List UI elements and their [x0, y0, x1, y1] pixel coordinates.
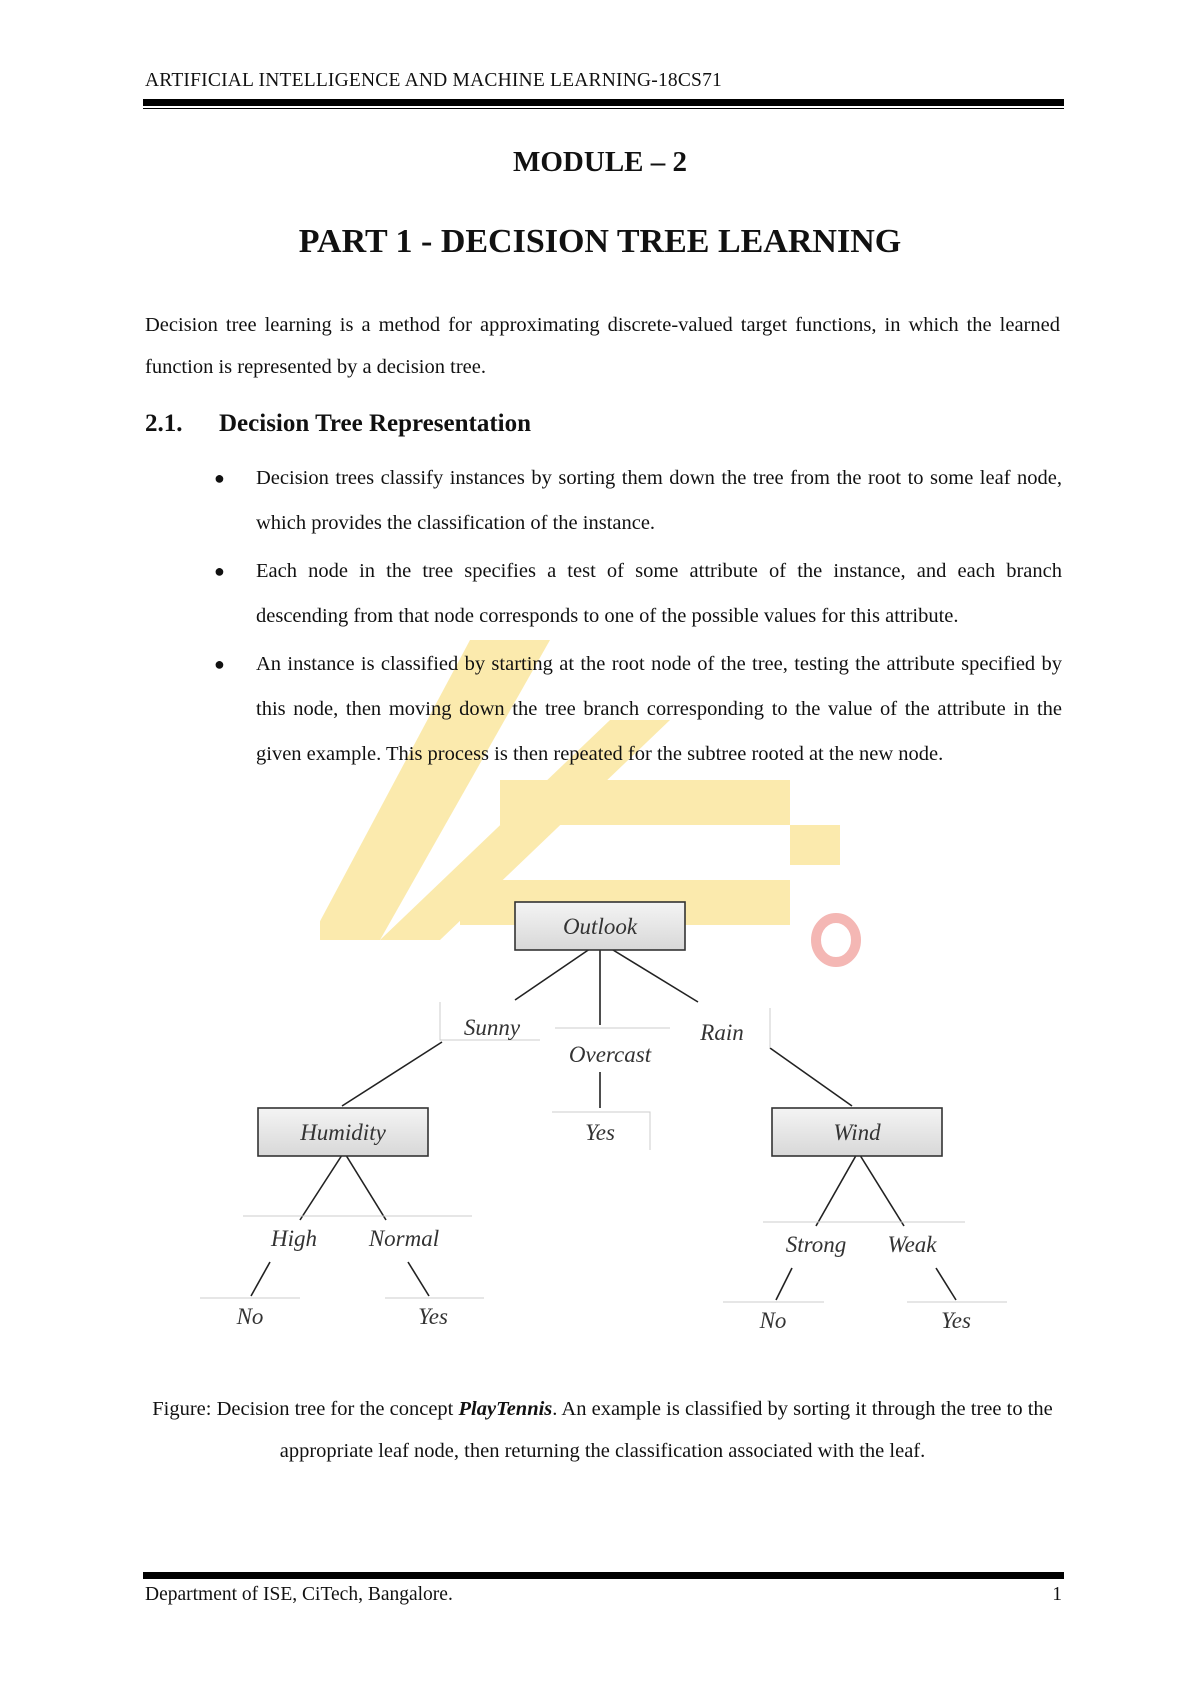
leaf-weak-label: Yes [941, 1308, 971, 1333]
leaf-high-label: No [236, 1304, 264, 1329]
overcast-leaf-label: Yes [585, 1120, 615, 1145]
bullet-icon: ● [214, 468, 225, 488]
intro-paragraph: Decision tree learning is a method for approximating discrete-valued target functions, in which the learned function is represented by a decision tree. [145, 314, 1060, 378]
list-item: ● Each node in the tree specifies a test of some attribute of the instance, and each branch descending from that node corresponds to one of the possible values for this attribute. [210, 549, 1062, 639]
bullet-list [210, 456, 1062, 780]
branch-rain-label: Rain [700, 1020, 744, 1045]
branch-normal-label: Normal [368, 1226, 440, 1251]
wind-label: Wind [833, 1120, 881, 1145]
branch-weak-label: Weak [887, 1232, 937, 1257]
leaf-normal-label: Yes [418, 1304, 448, 1329]
section-heading [145, 410, 531, 438]
branch-overcast-label: Overcast [568, 1042, 652, 1067]
branch-sunny-label: Sunny [463, 1015, 521, 1040]
branch-high-label: High [271, 1226, 317, 1251]
running-header: ARTIFICIAL INTELLIGENCE AND MACHINE LEARNING-18CS71 [145, 70, 723, 91]
figure-caption: Figure: Decision tree for the concept PlayTennis. An example is classified by sorting it through the tree to the appropriate leaf node, then returning the classification associated with the leaf. [152, 1398, 1053, 1462]
caption-concept: PlayTennis [458, 1398, 553, 1420]
humidity-label: Humidity [300, 1120, 386, 1145]
bullet-icon: ● [214, 654, 225, 674]
page-number: 1 [1052, 1584, 1062, 1605]
bullet-icon: ● [214, 561, 225, 581]
section-title: Decision Tree Representation [219, 410, 531, 437]
leaf-strong-label: No [759, 1308, 787, 1333]
module-title: MODULE – 2 [513, 146, 687, 178]
section-number: 2.1. [145, 410, 183, 437]
footer-rule [143, 1572, 1064, 1579]
decision-tree-figure [0, 880, 1200, 1360]
part-title: PART 1 - DECISION TREE LEARNING [298, 223, 902, 260]
footer-department: Department of ISE, CiTech, Bangalore. [145, 1584, 453, 1605]
list-item: ● An instance is classified by starting at the root node of the tree, testing the attribute specified by this node, then moving down the tree branch corresponding to the value of the attribute in the given example. This process is then repeated for the subtree rooted at the new node. [210, 642, 1062, 777]
header-rule-thin [143, 108, 1064, 109]
header-rule [143, 99, 1064, 106]
list-item: ● Decision trees classify instances by sorting them down the tree from the root to some leaf node, which provides the classification of the instance. [210, 456, 1062, 546]
branch-strong-label: Strong [785, 1232, 847, 1257]
root-label: Outlook [562, 914, 638, 939]
